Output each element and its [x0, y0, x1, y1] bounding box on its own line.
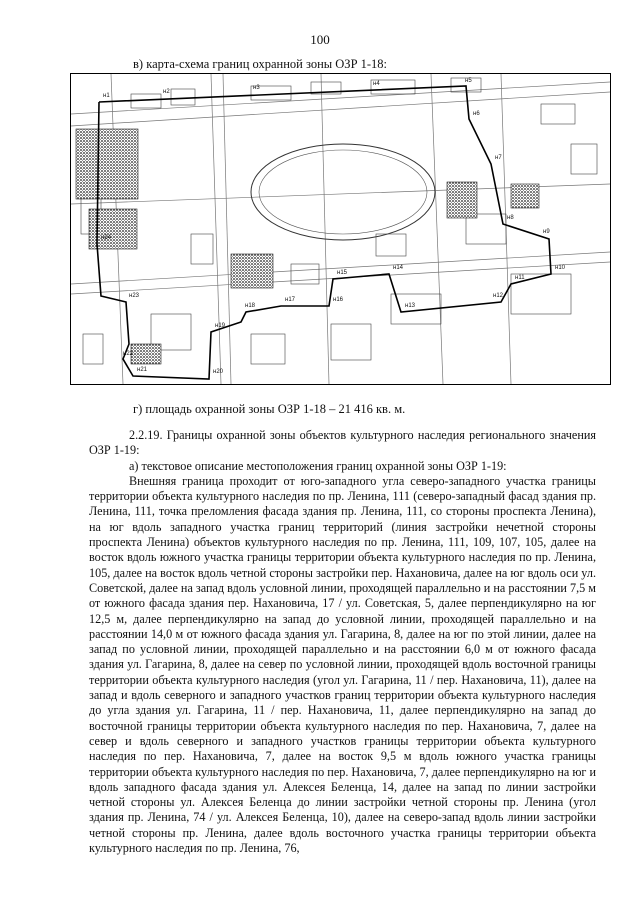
map-caption: в) карта-схема границ охранной зоны ОЗР 1-18:	[133, 57, 388, 71]
vertex-label: н16	[333, 297, 343, 303]
subheading: а) текстовое описание местоположения границ охранной зоны ОЗР 1-19:	[129, 458, 507, 473]
boundary-map	[70, 73, 611, 385]
vertex-label: н10	[555, 265, 565, 271]
vertex-label: н2	[163, 89, 170, 95]
vertex-label: н11	[515, 275, 525, 281]
vertex-label: н21	[137, 367, 147, 373]
section-heading: 2.2.19. Границы охранной зоны объектов культурного наследия регионального значения ОЗР 1-19:	[89, 428, 596, 458]
vertex-label: н13	[405, 303, 415, 309]
vertex-label: н12	[493, 293, 503, 299]
oval-square	[251, 144, 435, 240]
vertex-label: н3	[253, 85, 260, 91]
vertex-labels	[101, 78, 566, 375]
vertex-label: н22	[123, 351, 133, 357]
body-text	[89, 428, 596, 856]
vertex-label: н4	[373, 81, 380, 87]
vertex-label: н9	[543, 229, 550, 235]
vertex-label: н1	[103, 93, 110, 99]
heritage-buildings	[76, 129, 539, 364]
vertex-label: н23	[129, 293, 139, 299]
vertex-label: н17	[285, 297, 295, 303]
vertex-label: н24	[101, 235, 111, 241]
area-line: г) площадь охранной зоны ОЗР 1-18 – 21 416 кв. м.	[133, 402, 406, 416]
vertex-label: н8	[507, 215, 514, 221]
streets	[71, 74, 610, 384]
vertex-label: н14	[393, 265, 403, 271]
boundary-description: Внешняя граница проходит от юго-западного угла северо-западного участка границы территории объекта культурного наследия по пр. Ленина, 111 (северо-западный фасад здания пр. Ленина, 111, точка преломления фасада здания пр. Ленина, 111, со стороны проспекта Ленина), на юг вдоль западного участка границ территорий (линия застройки нечетной стороны проспекта Ленина) объектов культурного наследия по пр. Ленина, 111, 109, 107, 105, далее на восток вдоль южного участка границы территории объекта культурного наследия по пр. Ленина, 105, далее на восток вдоль четной стороны застройки пер. Нахановича, далее на юг вдоль оси ул. Советской, далее на запад вдоль условной линии, проходящей параллельно и на расстоянии 7,5 м от южного фасада здания пер. Нахановича, 17 / ул. Советская, 5, далее перпендикулярно на юг 12,5 м, далее перпендикулярно на запад до условной линии, проходящей параллельно и на расстоянии 14,0 м от южного фасада здания ул. Гагарина, 8, далее на юг по этой линии, далее на запад по условной линии, проходящей параллельно и на расстоянии 6,0 м от южного фасада здания ул. Гагарина, 8, далее на север по условной линии, проходящей вдоль восточной границы территории объекта культурного наследия (угол ул. Гагарина, 11 / пер. Нахановича, 11), далее на запад и вдоль северного и западного участков границ территории объекта культурного наследия до угла здания ул. Гагарина, 11 / пер. Нахановича, 11, далее перпендикулярно на запад до восточной границы территории объекта культурного наследия по пер. Нахановича, 7, далее на север и вдоль северного и западного участков границы территории объекта культурного наследия по пер. Нахановича, 7, далее на восток 9,5 м вдоль южного участка границы территории объекта культурного наследия по пер. Нахановича, 7, далее перпендикулярно на юг и вдоль западного фасада здания ул. Алексея Беленца, 14, далее на запад по линии застройки четной стороны ул. Алексея Беленца до линии застройки четной стороны пр. Ленина (угол здания пр. Ленина, 74 / ул. Алексея Беленца, 10), далее на северо-запад вдоль линии застройки четной стороны пр. Ленина, далее вдоль восточного участка границы территории объекта культурного наследия по пр. Ленина, 76,	[89, 473, 596, 856]
vertex-label: н6	[473, 111, 480, 117]
vertex-label: н15	[337, 270, 347, 276]
page-number: 100	[310, 32, 330, 47]
vertex-label: н18	[245, 303, 255, 309]
building-outlines	[81, 78, 597, 364]
vertex-label: н7	[495, 155, 502, 161]
vertex-label: н20	[213, 369, 223, 375]
vertex-label: н5	[465, 78, 472, 84]
zone-boundary	[97, 86, 551, 379]
map-drawing	[71, 74, 610, 384]
vertex-label: н19	[215, 323, 225, 329]
